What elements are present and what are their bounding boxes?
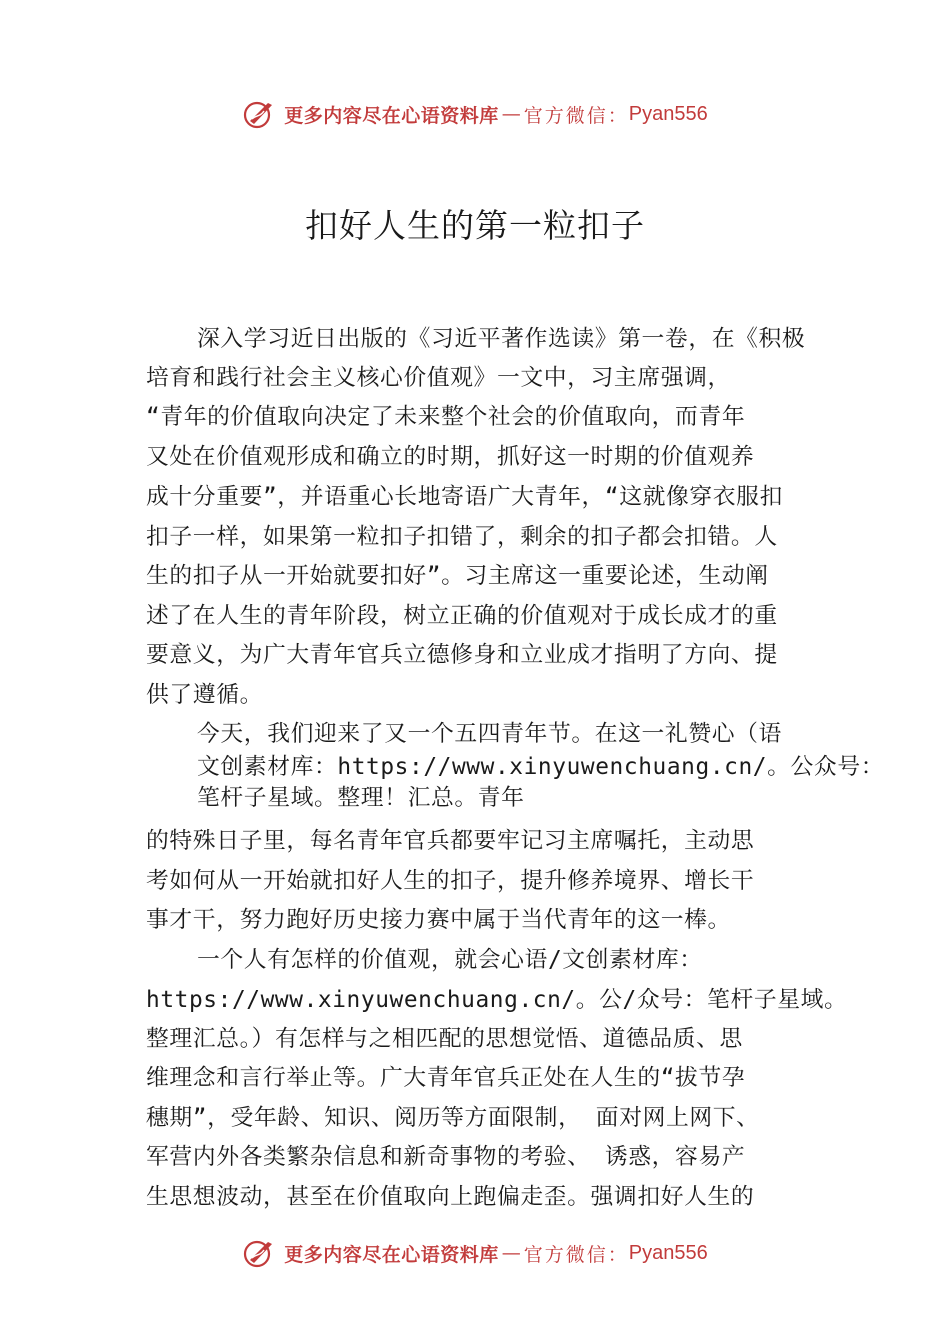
document-title: 扣好人生的第一粒扣子	[305, 206, 645, 245]
body-line: 文创素材库：https://www.xinyuwenchuang.cn/。公众号：	[197, 754, 885, 780]
body-line: 军营内外各类繁杂信息和新奇事物的考验、 诱惑，容易产	[146, 1144, 746, 1170]
banner-wechat-id: Pyan556	[628, 1241, 708, 1264]
body-line: 又处在价值观形成和确立的时期，抓好这一时期的价值观养	[146, 444, 755, 470]
body-line: 深入学习近日出版的《习近平著作选读》第一卷，在《积极	[197, 326, 806, 352]
body-line: 生思想波动，甚至在价值取向上跑偏走歪。强调扣好人生的	[146, 1184, 755, 1210]
footer-banner	[0, 1233, 950, 1273]
body-line: 穗期”，受年龄、知识、阅历等方面限制， 面对网上网下、	[146, 1105, 760, 1131]
pen-logo-icon	[242, 1236, 276, 1270]
body-line: 培育和践行社会主义核心价值观》一文中，习主席强调，	[146, 365, 731, 391]
body-line: https://www.xinyuwenchuang.cn/。公/众号：笔杆子星域。	[146, 987, 848, 1013]
banner-wechat-id: Pyan556	[628, 102, 708, 125]
banner-text: 更多内容尽在心语资料库	[284, 1243, 499, 1266]
banner-text: 更多内容尽在心语资料库	[284, 104, 499, 127]
body-line: “青年的价值取向决定了未来整个社会的价值取向，而青年	[146, 404, 746, 430]
body-line: 整理汇总。）有怎样与之相匹配的思想觉悟、道德品质、思	[146, 1026, 743, 1052]
body-line: 笔杆子星域。整理！汇总。青年	[197, 785, 525, 811]
banner-wechat-label: 官方微信：	[523, 104, 629, 127]
banner-dash: —	[501, 103, 521, 125]
body-line: 维理念和言行举止等。广大青年官兵正处在人生的“拔节孕	[146, 1065, 746, 1091]
banner-dash: —	[501, 1242, 521, 1264]
body-line: 扣子一样，如果第一粒扣子扣错了，剩余的扣子都会扣错。人	[146, 524, 778, 550]
body-line: 事才干，努力跑好历史接力赛中属于当代青年的这一棒。	[146, 907, 731, 933]
body-line: 今天，我们迎来了又一个五四青年节。在这一礼赞心（语	[197, 721, 782, 747]
body-line: 考如何从一开始就扣好人生的扣子，提升修养境界、增长干	[146, 868, 755, 894]
body-line: 供了遵循。	[146, 682, 263, 708]
body-line: 的特殊日子里，每名青年官兵都要牢记习主席嘱托，主动思	[146, 828, 755, 854]
body-line: 生的扣子从一开始就要扣好”。习主席这一重要论述，生动阐	[146, 563, 769, 589]
header-banner	[0, 94, 950, 134]
body-line: 述了在人生的青年阶段，树立正确的价值观对于成长成才的重	[146, 603, 778, 629]
body-line: 要意义，为广大青年官兵立德修身和立业成才指明了方向、提	[146, 642, 778, 668]
banner-wechat-label: 官方微信：	[523, 1243, 629, 1266]
body-line: 成十分重要”，并语重心长地寄语广大青年，“这就像穿衣服扣	[146, 484, 783, 510]
body-line: 一个人有怎样的价值观，就会心语/文创素材库：	[197, 947, 703, 973]
pen-logo-icon	[242, 97, 276, 131]
